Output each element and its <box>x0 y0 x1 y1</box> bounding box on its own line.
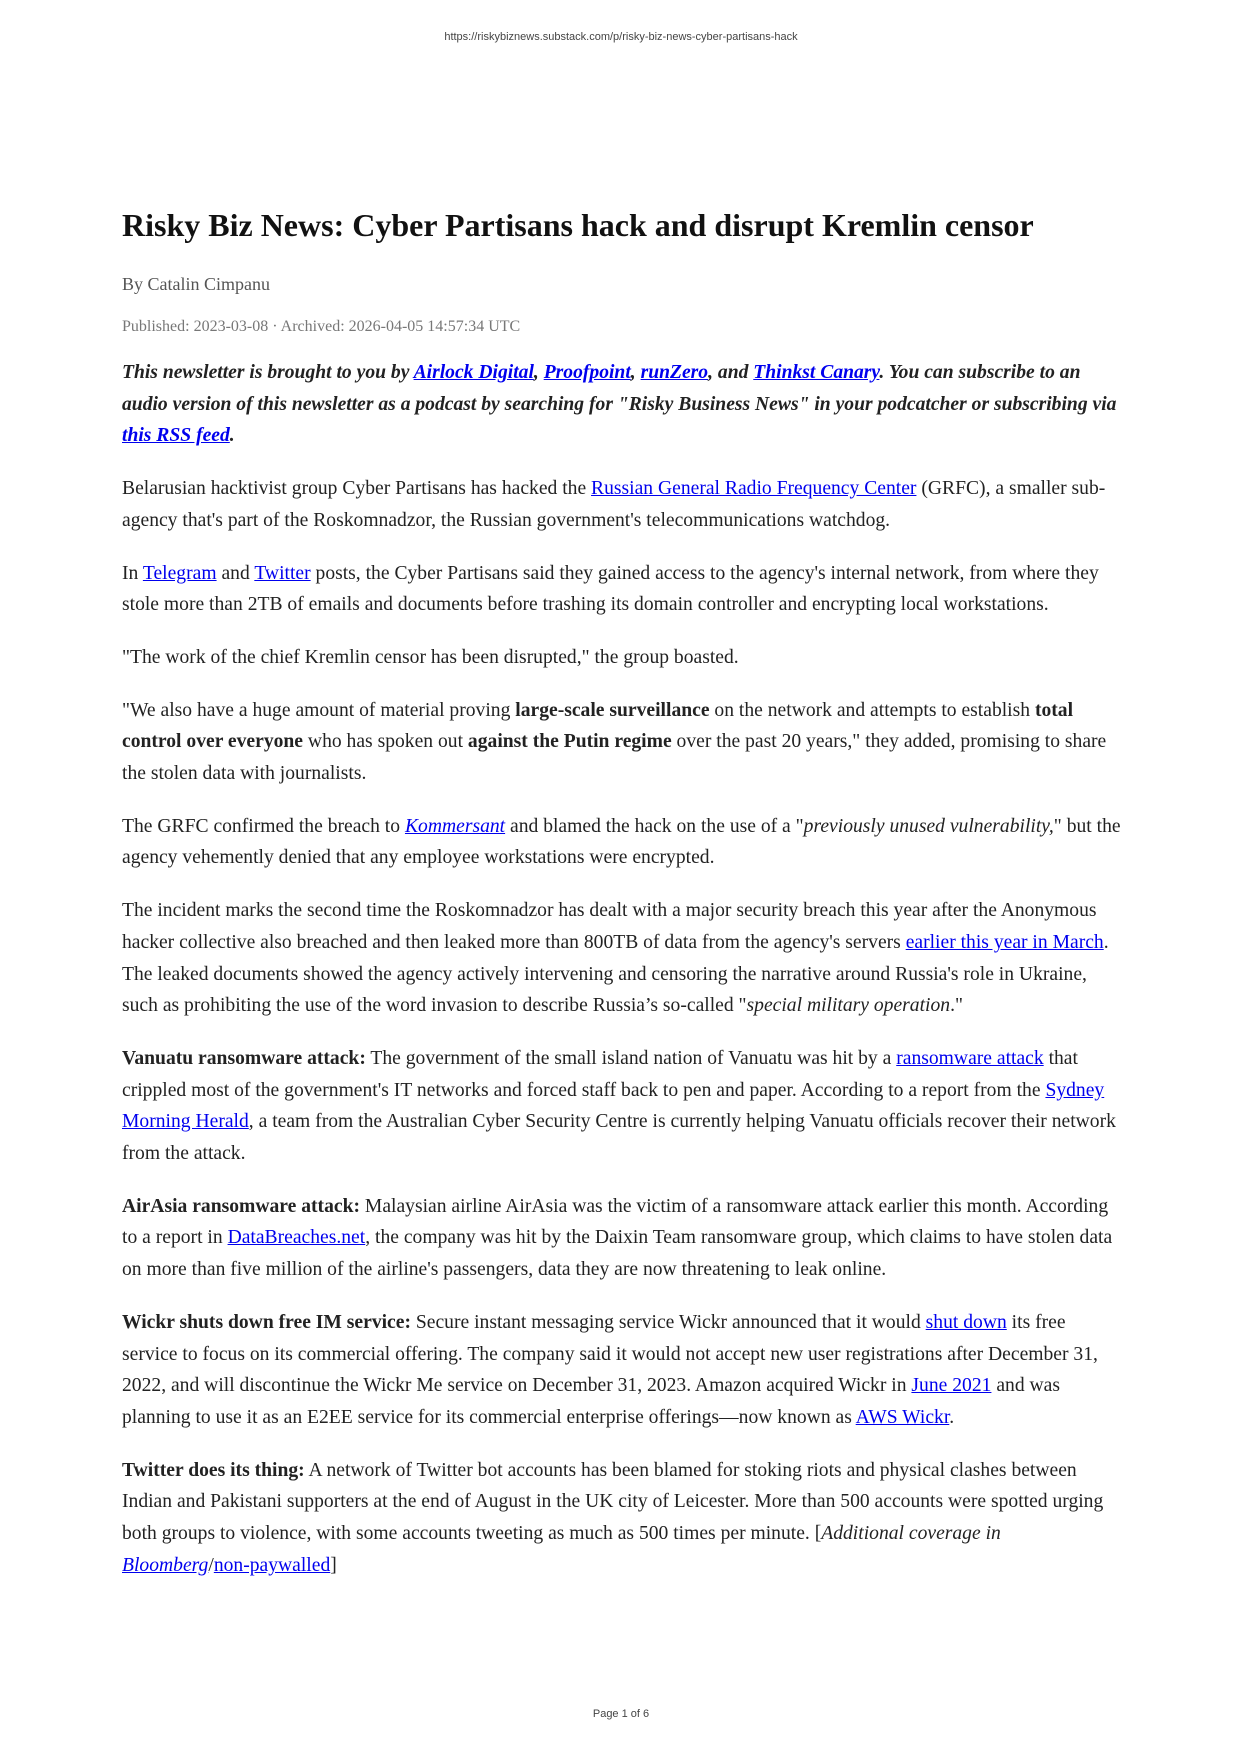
paragraph <box>122 558 1122 621</box>
paragraph <box>122 642 1122 674</box>
text-segment: ] <box>330 1554 337 1576</box>
text-segment: / <box>208 1554 214 1576</box>
inline-link[interactable]: AWS Wickr <box>855 1406 950 1428</box>
page-url: https://riskybiznews.substack.com/p/risky-biz-news-cyber-partisans-hack <box>444 31 798 43</box>
inline-link[interactable]: this RSS feed <box>122 425 230 447</box>
inline-link[interactable]: Proofpoint <box>543 362 631 383</box>
paragraph <box>122 895 1122 1022</box>
article <box>122 205 1122 1603</box>
inline-link[interactable]: Bloomberg <box>122 1554 209 1576</box>
inline-link[interactable]: Sydney Morning Herald <box>122 1079 1105 1133</box>
text-segment: (GRFC), a smaller sub-agency that's part of the Roskomnadzor, the Russian government's telecommunications watchdog. <box>122 478 1106 531</box>
inline-link[interactable]: shut down <box>925 1311 1007 1333</box>
text-segment: . <box>229 425 235 447</box>
article-meta: Published: 2023-03-08 · Archived: 2026-04-05 14:57:34 UTC <box>122 318 521 335</box>
text-segment: Additional coverage in <box>821 1523 1001 1545</box>
text-segment: and <box>216 562 255 584</box>
text-segment: . You can subscribe to an audio version of this newsletter as a podcast by searching for "Risky Business News" in your podcatcher or subscribing via <box>122 362 1117 415</box>
text-segment: "The work of the chief Kremlin censor has been disrupted," the group boasted. <box>122 646 739 668</box>
text-segment: . <box>949 1406 955 1428</box>
article-title: Risky Biz News: Cyber Partisans hack and disrupt Kremlin censor <box>122 207 1034 243</box>
text-segment: Secure instant messaging service Wickr announced that it would <box>410 1311 926 1333</box>
article-byline: By Catalin Cimpanu <box>122 274 270 294</box>
inline-link[interactable]: DataBreaches.net <box>227 1227 366 1249</box>
bold-text: AirAsia ransomware attack: <box>122 1195 360 1217</box>
text-segment: previously unused vulnerability, <box>803 815 1054 837</box>
text-segment: Malaysian airline AirAsia was the victim of a ransomware attack earlier this month. According to a report in <box>122 1195 1109 1249</box>
bold-text: against the Putin regime <box>467 731 672 753</box>
inline-link[interactable]: Twitter <box>254 562 311 584</box>
inline-link[interactable]: runZero <box>640 362 709 383</box>
inline-link[interactable]: Airlock Digital <box>413 362 534 383</box>
paragraph <box>122 811 1122 874</box>
text-segment: . The leaked documents showed the agency actively intervening and censoring the narrative around Russia's role in Ukraine, such as prohibiting the use of the word invasion to describe Russia’s so-called " <box>122 931 1109 1017</box>
text-segment: and was planning to use it as an E2EE service for its commercial enterprise offerings—now known as <box>122 1375 1060 1428</box>
page-number: Page 1 of 6 <box>592 1708 650 1720</box>
text-segment: "We also have a huge amount of material proving <box>122 699 516 721</box>
text-segment: posts, the Cyber Partisans said they gained access to the agency's internal network, from where they stole more than 2TB of emails and documents before trashing its domain controller and encrypting local workstations. <box>122 562 1099 616</box>
text-segment: that crippled most of the government's IT networks and forced staff back to pen and paper. According to a report from the <box>122 1047 1078 1101</box>
text-segment: on the network and attempts to establish <box>709 699 1035 721</box>
inline-link[interactable]: Thinkst Canary <box>753 362 880 383</box>
text-segment: and blamed the hack on the use of a " <box>505 815 804 837</box>
text-segment: special military operation <box>746 995 951 1017</box>
text-segment: who has spoken out <box>303 731 468 753</box>
bold-text: Wickr shuts down free IM service: <box>122 1311 411 1333</box>
inline-link[interactable]: non-paywalled <box>213 1554 331 1576</box>
paragraph <box>122 1307 1122 1434</box>
paragraph <box>122 1191 1122 1286</box>
text-segment: , the company was hit by the Daixin Team ransomware group, which claims to have stolen data on more than five million of the airline's passengers, data they are now threatening to leak online. <box>122 1227 1113 1281</box>
paragraph <box>122 473 1122 536</box>
text-segment: " but the agency vehemently denied that any employee workstations were encrypted. <box>122 815 1121 869</box>
bold-text: total control over everyone <box>122 699 1074 753</box>
bold-text: Twitter does its thing: <box>122 1459 305 1481</box>
text-segment: In <box>122 562 143 584</box>
inline-link[interactable]: ransomware attack <box>896 1047 1044 1069</box>
inline-link[interactable]: Russian General Radio Frequency Center <box>591 478 917 500</box>
text-segment: , <box>533 362 544 383</box>
paragraph <box>122 1455 1122 1582</box>
text-segment: The GRFC confirmed the breach to <box>122 815 405 837</box>
inline-link[interactable]: Telegram <box>142 562 217 584</box>
text-segment: its free service to focus on its commercial offering. The company said it would not accept new user registrations after December 31, 2022, and will discontinue the Wickr Me service on December 31, 2023. Amazon acquired Wickr in <box>122 1311 1098 1397</box>
sponsor-intro <box>122 357 1122 452</box>
text-segment: A network of Twitter bot accounts has been blamed for stoking riots and physical clashes between Indian and Pakistani supporters at the end of August in the UK city of Leicester. More than 500 accounts were spotted urging both groups to violence, with some accounts tweeting as much as 500 times per minute. [ <box>122 1459 1104 1545</box>
text-segment: The incident marks the second time the Roskomnadzor has dealt with a major security breach this year after the Anonymous hacker collective also breached and then leaked more than 800TB of data from the agency's servers <box>122 900 1097 953</box>
bold-text: large-scale surveillance <box>515 699 710 721</box>
text-segment: , <box>630 362 641 383</box>
text-segment: over the past 20 years," they added, promising to share the stolen data with journalists. <box>122 731 1107 785</box>
article-body <box>122 357 1122 1582</box>
text-segment: , a team from the Australian Cyber Security Centre is currently helping Vanuatu officials recover their network from the attack. <box>122 1111 1116 1165</box>
inline-link[interactable]: earlier this year in March <box>905 931 1104 953</box>
text-segment: The government of the small island nation of Vanuatu was hit by a <box>365 1047 897 1069</box>
inline-link[interactable]: June 2021 <box>911 1375 992 1397</box>
bold-text: Vanuatu ransomware attack: <box>122 1047 366 1069</box>
inline-link[interactable]: Kommersant <box>404 815 506 837</box>
text-segment: Belarusian hacktivist group Cyber Partisans has hacked the <box>122 478 592 500</box>
paragraph <box>122 1043 1122 1170</box>
paragraph <box>122 695 1122 790</box>
text-segment: This newsletter is brought to you by <box>122 362 414 383</box>
text-segment: , and <box>708 362 754 383</box>
text-segment: ." <box>950 995 963 1017</box>
